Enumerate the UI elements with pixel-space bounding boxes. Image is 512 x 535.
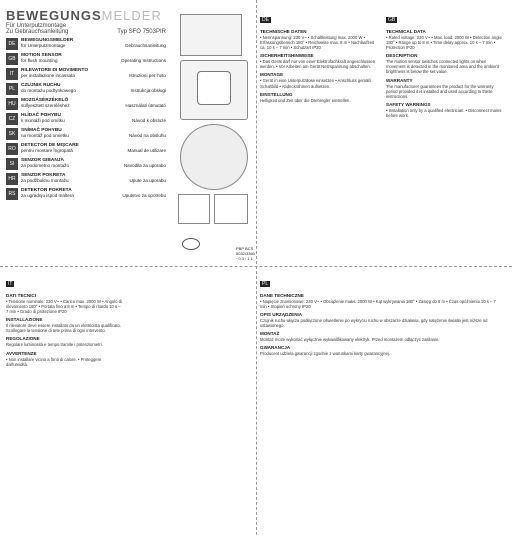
section-heading: GWARANCJA — [260, 345, 291, 351]
lang-tag-it: IT — [8, 281, 13, 287]
language-text — [21, 98, 166, 108]
section-heading: DATI TECNICI — [6, 293, 37, 298]
language-code: RO — [6, 143, 18, 155]
cover-panel — [6, 8, 166, 260]
language-row — [6, 188, 166, 200]
language-code: HR — [6, 173, 18, 185]
section-heading: MONTAŻ — [260, 331, 280, 337]
language-code: GB — [6, 53, 18, 65]
logo-icon — [182, 238, 200, 250]
language-text — [21, 38, 166, 48]
section-heading: REGOLAZIONE — [6, 336, 40, 342]
column-gb — [386, 8, 504, 118]
language-text — [21, 173, 166, 183]
lang-tag-pl: PL — [262, 281, 269, 287]
language-title: MOZGÁSÉRZÉKELŐ — [21, 98, 69, 103]
language-doc-title: Navodila za uporabo — [123, 163, 166, 169]
language-title: HLÍDAČ POHYBU — [21, 113, 61, 118]
language-text — [21, 143, 166, 153]
mounting-illustration — [180, 124, 248, 190]
language-title: DETEKTOR POKRETA — [21, 188, 72, 193]
language-code: IT — [6, 68, 18, 80]
language-row — [6, 128, 166, 140]
section-text: The motion sensor switches connected lights on when movement is detected in the monitored area and the ambient brightness is below the set value. — [386, 59, 499, 75]
language-text — [21, 68, 166, 78]
panel-it — [6, 272, 252, 530]
section-text: Regolare luminosità e tempo tramite i potenziometri. — [6, 342, 103, 348]
language-title: MOTION SENSOR — [21, 53, 62, 58]
language-doc-title: Manual de utilizare — [127, 148, 166, 154]
section-heading: AVVERTENZE — [6, 350, 37, 356]
section-text: • Napięcie znamionowe: 230 V~ • Obciążenie maks. 2000 W • Kąt wykrywania 180° • Zasięg do 8 m • Czas opóźnienia 10 s – 7 min • Stopień ochrony IP20 — [260, 299, 496, 310]
language-subtitle: za ugradnju ispod maltera — [21, 193, 74, 199]
language-row — [6, 38, 166, 50]
column-it — [6, 272, 124, 367]
language-list — [6, 38, 166, 200]
language-row — [6, 173, 166, 185]
lang-tag-gb: GB — [388, 17, 396, 23]
language-subtitle: do montażu podtynkowego — [21, 88, 76, 94]
language-title: RILEVATORE DI MOVIMENTO — [21, 68, 89, 73]
fold-line-vertical — [256, 0, 257, 535]
language-row — [6, 68, 166, 80]
column-de — [260, 8, 378, 103]
language-title: BEWEGUNGSMELDER — [21, 38, 74, 43]
language-code: CZ — [6, 113, 18, 125]
language-title: DETECTOR DE MIŞCARE — [21, 143, 79, 148]
section-text: • Nennspannung: 230 V~ • Schaltleistung max. 2000 W • Erfassungsbereich 180° • Reichweite max. 8 m • Nachlaufzeit ca. 10 s – 7 min • Schutzart IP20 — [260, 35, 374, 51]
language-doc-title: Upute za uporabu — [129, 178, 166, 184]
fold-line-horizontal — [0, 266, 512, 267]
language-row — [6, 53, 166, 65]
section-text: • Non installare vicino a fonti di calore. • Proteggere dall'umidità. — [6, 356, 102, 367]
sensor-illustration — [180, 60, 248, 120]
language-title: SNÍMAČ POHYBU — [21, 128, 62, 133]
language-code: DE — [6, 38, 18, 50]
section-text: • Installation only by a qualified electrician. • Disconnect mains before work. — [386, 107, 502, 118]
section-text: • Das Gerät darf nur von einer Elektrofachkraft angeschlossen werden. • Vor Arbeiten am Gerät Netzspannung abschalten. — [260, 59, 376, 70]
section-heading: DESCRIPTION — [386, 53, 418, 59]
language-subtitle: per installazione incassata — [21, 73, 75, 79]
panel-de-gb — [260, 8, 508, 260]
language-doc-title: Návod na obsluhu — [128, 133, 166, 139]
section-text: • Rated voltage: 230 V~ • Max. load: 2000 W • Detection angle 180° • Range up to 8 m • Time delay approx. 10 s – 7 min • Protection IP20 — [386, 35, 502, 51]
sensor-lens-icon — [197, 71, 231, 105]
language-doc-title: Uputstvo za upotrebu — [122, 193, 166, 199]
section-heading: WARRANTY — [386, 77, 413, 83]
language-code: PL — [6, 83, 18, 95]
device-photo — [180, 14, 242, 56]
language-row — [6, 158, 166, 170]
lang-tag-de: DE — [262, 17, 269, 23]
language-subtitle: za podometno montažo — [21, 163, 70, 169]
language-code: RS — [6, 188, 18, 200]
language-subtitle: pentru montare îngropată — [21, 148, 73, 154]
language-row — [6, 98, 166, 110]
section-heading: SICHERHEITSHINWEISE — [260, 53, 314, 59]
section-text: The manufacturer guarantees the product for the warranty period provided it is installed and used according to these instructions. — [386, 83, 494, 99]
language-doc-title: Használati útmutató — [125, 103, 166, 109]
language-subtitle: für Unterputzmontage — [21, 43, 66, 49]
language-subtitle: za podžbuknu montažu — [21, 178, 69, 184]
language-text — [21, 83, 166, 93]
section-heading: TECHNISCHE DATEN — [260, 29, 307, 34]
dimension-diagram — [214, 194, 248, 224]
language-doc-title: Návod k obsluze — [132, 118, 166, 124]
product-title: BEWEGUNGSMELDER — [6, 8, 162, 23]
language-subtitle: for flush mounting — [21, 58, 58, 64]
artwork-panel — [176, 8, 255, 261]
document-reference: PBP BCS 5032/3360 · 0 3 / 1 1 — [236, 246, 255, 261]
language-subtitle: süllyesztett szereléshez — [21, 103, 70, 109]
subtitle-1: Für Unterputzmontage — [6, 23, 67, 29]
column-pl — [260, 272, 500, 357]
language-code: SI — [6, 158, 18, 170]
section-heading: INSTALLAZIONE — [6, 317, 43, 323]
language-text — [21, 128, 166, 138]
section-text: Il rilevatore deve essere installato da un elettricista qualificato. Scollegare la tensione di rete prima di ogni intervento. — [6, 323, 121, 334]
language-text — [21, 113, 166, 123]
section-heading: DANE TECHNICZNE — [260, 293, 304, 298]
section-heading: TECHNICAL DATA — [386, 29, 426, 34]
section-text: • Gerät in eine Unterputzdose einsetzen • Anschluss gemäß Schaltbild • Abdeckrahmen aufsetzen. — [260, 78, 371, 89]
language-row — [6, 113, 166, 125]
panel-pl — [260, 272, 508, 530]
language-subtitle: k montáži pod omítku — [21, 118, 65, 124]
language-title: CZUJNIK RUCHU — [21, 83, 61, 88]
subtitle-2: Zu Gebrauchsanleitung Typ SFO 7503PIR — [6, 29, 166, 35]
language-row — [6, 83, 166, 95]
language-doc-title: Gebrauchsanleitung — [124, 43, 166, 49]
section-heading: SAFETY WARNINGS — [386, 101, 431, 107]
section-text: • Tensione nominale: 230 V~ • Carico max. 2000 W • Angolo di rilevamento 180° • Portata fino a 8 m • Tempo di ritardo 10 s – 7 min • Grado di protezione IP20 — [6, 299, 122, 315]
section-heading: OPIS URZĄDZENIA — [260, 312, 303, 318]
section-text: Producent udziela gwarancji zgodnie z warunkami karty gwarancyjnej. — [260, 351, 390, 357]
section-heading: EINSTELLUNG — [260, 91, 293, 97]
language-doc-title: Instrukcja obsługi — [130, 88, 166, 94]
section-text: Helligkeit und Zeit über die Drehregler einstellen. — [260, 97, 351, 103]
language-title: SENZOR GIBANJA — [21, 158, 64, 163]
section-text: Montaż może wykonać wyłącznie wykwalifikowany elektryk. Przed montażem odłączyć zasilanie. — [260, 337, 440, 343]
language-code: HU — [6, 98, 18, 110]
language-subtitle: na montáž pod omietku — [21, 133, 69, 139]
language-text — [21, 158, 166, 168]
language-title: SENZOR POKRETA — [21, 173, 66, 178]
language-row — [6, 143, 166, 155]
language-text — [21, 53, 166, 63]
section-heading: MONTAGE — [260, 72, 284, 78]
language-doc-title: Istruzioni per l'uso — [129, 73, 166, 79]
wiring-diagram — [178, 194, 210, 224]
language-doc-title: Operating Instructions — [121, 58, 166, 64]
language-text — [21, 188, 166, 198]
section-text: Czujnik ruchu włącza podłączone oświetlenie po wykryciu ruchu w obszarze działania, gdy natężenie światła jest niższe od ustawionego. — [260, 318, 488, 329]
language-code: SK — [6, 128, 18, 140]
